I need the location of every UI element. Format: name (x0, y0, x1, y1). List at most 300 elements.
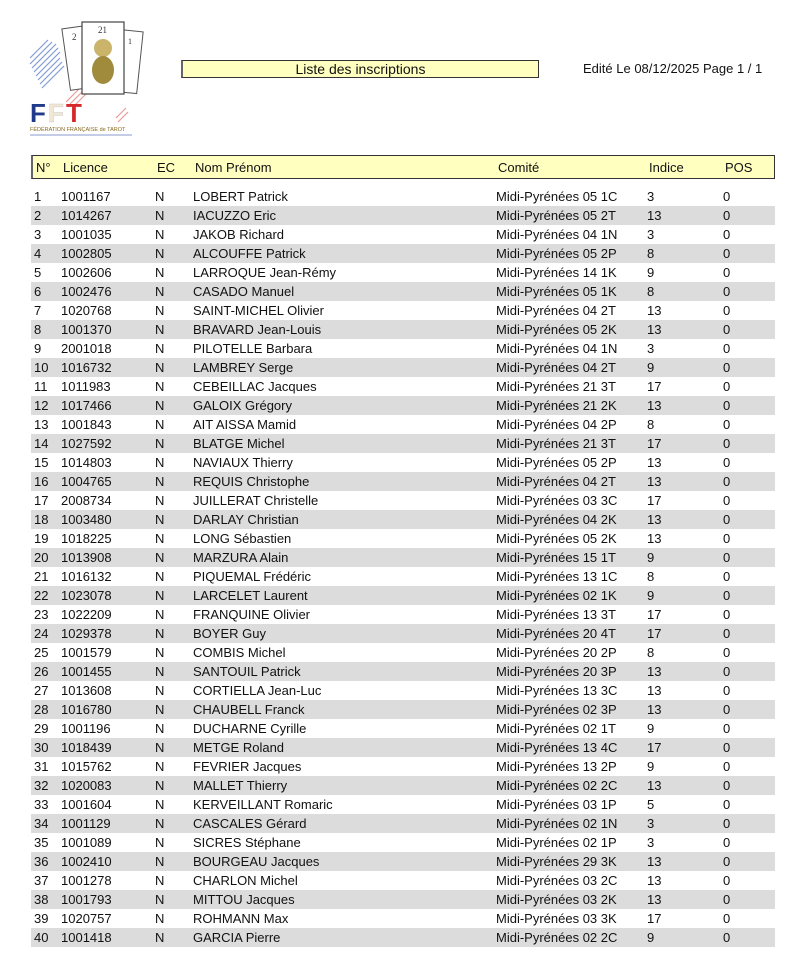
cell-committee: Midi-Pyrénées 04 1N (496, 227, 618, 242)
cell-committee: Midi-Pyrénées 05 1K (496, 284, 617, 299)
cell-pos: 0 (723, 835, 731, 850)
cell-committee: Midi-Pyrénées 02 1K (496, 588, 617, 603)
table-row (31, 795, 775, 814)
cell-committee: Midi-Pyrénées 13 1C (496, 569, 618, 584)
cell-index: 17 (647, 436, 662, 451)
cell-player-name: DARLAY Christian (193, 512, 299, 527)
cell-licence: 1001604 (61, 797, 112, 812)
cell-ec: N (155, 227, 165, 242)
cell-player-name: BOYER Guy (193, 626, 266, 641)
cell-committee: Midi-Pyrénées 20 2P (496, 645, 617, 660)
cell-index: 17 (647, 740, 662, 755)
cell-index: 13 (647, 873, 662, 888)
cell-ec: N (155, 398, 165, 413)
table-row (31, 719, 775, 738)
cell-pos: 0 (723, 284, 731, 299)
table-row (31, 643, 775, 662)
cell-committee: Midi-Pyrénées 02 3P (496, 702, 617, 717)
cell-pos: 0 (723, 816, 731, 831)
cell-pos: 0 (723, 341, 731, 356)
cell-ec: N (155, 835, 165, 850)
cell-licence: 1014267 (61, 208, 112, 223)
table-row (31, 472, 775, 491)
cell-player-name: LARCELET Laurent (193, 588, 308, 603)
cell-licence: 1001418 (61, 930, 112, 945)
cell-row-number: 17 (34, 493, 49, 508)
table-row (31, 320, 775, 339)
table-row (31, 776, 775, 795)
cell-licence: 1002606 (61, 265, 112, 280)
cell-row-number: 16 (34, 474, 49, 489)
cell-pos: 0 (723, 455, 731, 470)
cell-row-number: 9 (34, 341, 42, 356)
cell-player-name: CHAUBELL Franck (193, 702, 305, 717)
cell-committee: Midi-Pyrénées 13 2P (496, 759, 617, 774)
cell-licence: 1014803 (61, 455, 112, 470)
cell-licence: 1002476 (61, 284, 112, 299)
column-header-ec: EC (157, 159, 176, 175)
cell-pos: 0 (723, 227, 731, 242)
svg-text:2: 2 (72, 32, 77, 42)
cell-index: 13 (647, 322, 662, 337)
cell-row-number: 40 (34, 930, 49, 945)
cell-row-number: 13 (34, 417, 49, 432)
cell-pos: 0 (723, 208, 731, 223)
cell-pos: 0 (723, 493, 731, 508)
cell-row-number: 24 (34, 626, 49, 641)
cell-index: 17 (647, 493, 662, 508)
cell-player-name: CORTIELLA Jean-Luc (193, 683, 322, 698)
cell-row-number: 27 (34, 683, 49, 698)
cell-pos: 0 (723, 246, 731, 261)
cell-licence: 1001089 (61, 835, 112, 850)
cell-pos: 0 (723, 854, 731, 869)
cell-player-name: LOBERT Patrick (193, 189, 288, 204)
cell-licence: 1020757 (61, 911, 112, 926)
cell-ec: N (155, 816, 165, 831)
cell-index: 9 (647, 930, 655, 945)
cell-player-name: CASCALES Gérard (193, 816, 307, 831)
cell-committee: Midi-Pyrénées 05 2T (496, 208, 616, 223)
cell-licence: 1001167 (61, 189, 111, 204)
cell-index: 17 (647, 379, 662, 394)
cell-licence: 1016780 (61, 702, 112, 717)
cell-row-number: 39 (34, 911, 49, 926)
cell-committee: Midi-Pyrénées 03 3C (496, 493, 618, 508)
cell-ec: N (155, 892, 165, 907)
cell-row-number: 11 (34, 379, 48, 394)
cell-index: 13 (647, 303, 662, 318)
cell-row-number: 26 (34, 664, 49, 679)
cell-ec: N (155, 512, 165, 527)
cell-player-name: BRAVARD Jean-Louis (193, 322, 322, 337)
cell-row-number: 18 (34, 512, 49, 527)
cell-index: 17 (647, 911, 662, 926)
cell-player-name: GARCIA Pierre (193, 930, 281, 945)
cell-licence: 2008734 (61, 493, 112, 508)
cell-committee: Midi-Pyrénées 13 4C (496, 740, 618, 755)
svg-text:F: F (30, 98, 46, 128)
cell-committee: Midi-Pyrénées 04 2T (496, 360, 616, 375)
cell-player-name: PILOTELLE Barbara (193, 341, 313, 356)
column-header-pos: POS (725, 159, 753, 175)
table-row (31, 187, 775, 206)
table-row (31, 263, 775, 282)
cell-committee: Midi-Pyrénées 03 2K (496, 892, 617, 907)
table-row (31, 453, 775, 472)
cell-ec: N (155, 930, 165, 945)
cell-ec: N (155, 303, 165, 318)
column-header-committee: Comité (498, 159, 540, 175)
table-header (31, 155, 775, 179)
cell-row-number: 29 (34, 721, 49, 736)
cell-licence: 1001035 (61, 227, 112, 242)
cell-ec: N (155, 911, 165, 926)
svg-text:FÉDÉRATION FRANÇAISE de TAROT: FÉDÉRATION FRANÇAISE de TAROT (30, 127, 126, 133)
cell-ec: N (155, 569, 165, 584)
table-row (31, 434, 775, 453)
cell-player-name: MARZURA Alain (193, 550, 289, 565)
cell-licence: 1016132 (61, 569, 112, 584)
cell-row-number: 6 (34, 284, 42, 299)
table-row (31, 548, 775, 567)
cell-row-number: 19 (34, 531, 49, 546)
table-row (31, 757, 775, 776)
cell-row-number: 12 (34, 398, 49, 413)
cell-pos: 0 (723, 360, 731, 375)
fft-logo (26, 18, 146, 138)
cell-committee: Midi-Pyrénées 13 3C (496, 683, 618, 698)
cell-committee: Midi-Pyrénées 05 1C (496, 189, 618, 204)
cell-ec: N (155, 626, 165, 641)
cell-player-name: ROHMANN Max (193, 911, 289, 926)
cell-player-name: KERVEILLANT Romaric (193, 797, 333, 812)
cell-player-name: JAKOB Richard (193, 227, 285, 242)
column-header-number: N° (36, 159, 51, 175)
cell-ec: N (155, 436, 165, 451)
cell-pos: 0 (723, 588, 731, 603)
cell-pos: 0 (723, 607, 731, 622)
cell-index: 13 (647, 208, 662, 223)
cell-row-number: 14 (34, 436, 49, 451)
cell-row-number: 5 (34, 265, 42, 280)
cell-index: 13 (647, 778, 662, 793)
table-row (31, 852, 775, 871)
cell-index: 3 (647, 835, 655, 850)
cell-committee: Midi-Pyrénées 02 1P (496, 835, 617, 850)
cell-row-number: 10 (34, 360, 49, 375)
cell-index: 8 (647, 417, 655, 432)
cell-player-name: CHARLON Michel (193, 873, 298, 888)
cell-licence: 1002410 (61, 854, 112, 869)
cell-licence: 1004765 (61, 474, 112, 489)
cell-row-number: 33 (34, 797, 49, 812)
table-row (31, 301, 775, 320)
cell-player-name: BLATGE Michel (193, 436, 285, 451)
cell-pos: 0 (723, 512, 731, 527)
cell-player-name: LARROQUE Jean-Rémy (193, 265, 337, 280)
svg-text:1: 1 (128, 37, 132, 46)
table-body (31, 187, 775, 947)
table-row (31, 396, 775, 415)
cell-row-number: 28 (34, 702, 49, 717)
cell-index: 13 (647, 474, 662, 489)
cell-index: 13 (647, 683, 662, 698)
table-row (31, 510, 775, 529)
cell-licence: 1023078 (61, 588, 112, 603)
cell-pos: 0 (723, 550, 731, 565)
cell-licence: 1013608 (61, 683, 112, 698)
cell-pos: 0 (723, 664, 731, 679)
cell-player-name: SICRES Stéphane (193, 835, 301, 850)
cell-licence: 1029378 (61, 626, 112, 641)
cell-player-name: MITTOU Jacques (193, 892, 295, 907)
cell-player-name: GALOIX Grégory (193, 398, 292, 413)
cell-player-name: SANTOUIL Patrick (193, 664, 301, 679)
cell-pos: 0 (723, 265, 731, 280)
cell-licence: 1020768 (61, 303, 112, 318)
cell-pos: 0 (723, 930, 731, 945)
cell-ec: N (155, 474, 165, 489)
cell-row-number: 35 (34, 835, 49, 850)
cell-ec: N (155, 360, 165, 375)
table-row (31, 415, 775, 434)
cell-index: 9 (647, 759, 655, 774)
cell-index: 13 (647, 531, 662, 546)
table-row (31, 909, 775, 928)
cell-row-number: 22 (34, 588, 49, 603)
table-row (31, 928, 775, 947)
edit-date-page-info: Edité Le 08/12/2025 Page 1 / 1 (583, 61, 763, 76)
table-row (31, 491, 775, 510)
cell-index: 13 (647, 455, 662, 470)
cell-licence: 1001129 (61, 816, 111, 831)
cell-pos: 0 (723, 417, 731, 432)
cell-committee: Midi-Pyrénées 05 2P (496, 455, 617, 470)
cell-licence: 1003480 (61, 512, 112, 527)
cell-row-number: 30 (34, 740, 49, 755)
cell-committee: Midi-Pyrénées 03 3K (496, 911, 617, 926)
cell-player-name: FEVRIER Jacques (193, 759, 302, 774)
cell-index: 5 (647, 797, 655, 812)
table-row (31, 206, 775, 225)
cell-ec: N (155, 854, 165, 869)
cell-committee: Midi-Pyrénées 04 2K (496, 512, 617, 527)
cell-committee: Midi-Pyrénées 15 1T (496, 550, 616, 565)
cell-committee: Midi-Pyrénées 05 2K (496, 531, 617, 546)
cell-player-name: CEBEILLAC Jacques (193, 379, 317, 394)
cell-row-number: 25 (34, 645, 49, 660)
cell-player-name: SAINT-MICHEL Olivier (193, 303, 324, 318)
cell-index: 13 (647, 892, 662, 907)
cell-pos: 0 (723, 645, 731, 660)
table-row (31, 358, 775, 377)
table-row (31, 890, 775, 909)
cell-row-number: 36 (34, 854, 49, 869)
cell-pos: 0 (723, 303, 731, 318)
cell-pos: 0 (723, 683, 731, 698)
cell-pos: 0 (723, 626, 731, 641)
svg-text:F: F (48, 98, 64, 128)
cell-committee: Midi-Pyrénées 02 1T (496, 721, 616, 736)
cell-row-number: 31 (34, 759, 49, 774)
cell-pos: 0 (723, 873, 731, 888)
cell-pos: 0 (723, 797, 731, 812)
cell-player-name: ALCOUFFE Patrick (193, 246, 306, 261)
cell-ec: N (155, 322, 165, 337)
table-row (31, 586, 775, 605)
cell-row-number: 34 (34, 816, 49, 831)
cell-pos: 0 (723, 189, 731, 204)
cell-licence: 1020083 (61, 778, 112, 793)
cell-licence: 1001196 (61, 721, 111, 736)
cell-pos: 0 (723, 892, 731, 907)
cell-row-number: 20 (34, 550, 49, 565)
cell-committee: Midi-Pyrénées 04 2P (496, 417, 617, 432)
column-header-name: Nom Prénom (195, 159, 272, 175)
cell-ec: N (155, 721, 165, 736)
cell-licence: 1001455 (61, 664, 112, 679)
cell-pos: 0 (723, 911, 731, 926)
cell-licence: 1011983 (61, 379, 111, 394)
cell-licence: 1016732 (61, 360, 112, 375)
cell-index: 13 (647, 854, 662, 869)
cell-committee: Midi-Pyrénées 03 2C (496, 873, 618, 888)
cell-pos: 0 (723, 702, 731, 717)
cell-pos: 0 (723, 721, 731, 736)
cell-row-number: 3 (34, 227, 42, 242)
table-row (31, 339, 775, 358)
table-row (31, 814, 775, 833)
cell-committee: Midi-Pyrénées 21 3T (496, 436, 616, 451)
table-row (31, 738, 775, 757)
cell-committee: Midi-Pyrénées 02 1N (496, 816, 618, 831)
cell-committee: Midi-Pyrénées 02 2C (496, 778, 618, 793)
cell-licence: 1018439 (61, 740, 112, 755)
column-header-licence: Licence (63, 159, 108, 175)
cell-index: 8 (647, 569, 655, 584)
cell-player-name: NAVIAUX Thierry (193, 455, 293, 470)
cell-row-number: 1 (34, 189, 42, 204)
cell-ec: N (155, 379, 165, 394)
cell-pos: 0 (723, 322, 731, 337)
cell-index: 13 (647, 398, 662, 413)
cell-row-number: 23 (34, 607, 49, 622)
cell-licence: 1017466 (61, 398, 112, 413)
page-title: Liste des inscriptions (181, 60, 539, 78)
table-row (31, 282, 775, 301)
table-row (31, 681, 775, 700)
cell-licence: 1022209 (61, 607, 112, 622)
cell-ec: N (155, 493, 165, 508)
tarot-cards-icon (26, 18, 146, 138)
cell-index: 9 (647, 721, 655, 736)
cell-committee: Midi-Pyrénées 04 2T (496, 474, 616, 489)
cell-licence: 1001843 (61, 417, 112, 432)
table-row (31, 605, 775, 624)
cell-ec: N (155, 550, 165, 565)
cell-row-number: 2 (34, 208, 42, 223)
cell-row-number: 38 (34, 892, 49, 907)
cell-index: 9 (647, 360, 655, 375)
cell-committee: Midi-Pyrénées 13 3T (496, 607, 616, 622)
table-row (31, 700, 775, 719)
cell-player-name: REQUIS Christophe (193, 474, 310, 489)
table-row (31, 244, 775, 263)
cell-player-name: JUILLERAT Christelle (193, 493, 319, 508)
cell-ec: N (155, 645, 165, 660)
cell-player-name: FRANQUINE Olivier (193, 607, 311, 622)
svg-text:T: T (66, 98, 82, 128)
cell-licence: 1015762 (61, 759, 112, 774)
cell-ec: N (155, 208, 165, 223)
table-row (31, 871, 775, 890)
registrations-table (31, 155, 775, 947)
cell-licence: 1002805 (61, 246, 112, 261)
cell-ec: N (155, 246, 165, 261)
cell-pos: 0 (723, 531, 731, 546)
cell-pos: 0 (723, 759, 731, 774)
cell-row-number: 4 (34, 246, 42, 261)
cell-committee: Midi-Pyrénées 05 2K (496, 322, 617, 337)
column-header-index: Indice (649, 159, 684, 175)
cell-licence: 2001018 (61, 341, 112, 356)
cell-row-number: 37 (34, 873, 49, 888)
cell-licence: 1001370 (61, 322, 112, 337)
cell-player-name: COMBIS Michel (193, 645, 286, 660)
cell-index: 9 (647, 550, 655, 565)
cell-licence: 1027592 (61, 436, 112, 451)
cell-licence: 1013908 (61, 550, 112, 565)
cell-ec: N (155, 265, 165, 280)
cell-ec: N (155, 588, 165, 603)
cell-committee: Midi-Pyrénées 14 1K (496, 265, 617, 280)
cell-player-name: MALLET Thierry (193, 778, 288, 793)
cell-index: 13 (647, 702, 662, 717)
cell-player-name: LONG Sébastien (193, 531, 292, 546)
cell-licence: 1001579 (61, 645, 112, 660)
cell-ec: N (155, 778, 165, 793)
cell-pos: 0 (723, 398, 731, 413)
cell-licence: 1001793 (61, 892, 112, 907)
cell-committee: Midi-Pyrénées 29 3K (496, 854, 617, 869)
cell-ec: N (155, 531, 165, 546)
table-row (31, 624, 775, 643)
cell-player-name: DUCHARNE Cyrille (193, 721, 307, 736)
table-row (31, 833, 775, 852)
cell-ec: N (155, 189, 165, 204)
cell-index: 8 (647, 284, 655, 299)
table-row (31, 225, 775, 244)
cell-ec: N (155, 740, 165, 755)
cell-committee: Midi-Pyrénées 21 2K (496, 398, 617, 413)
table-row (31, 529, 775, 548)
cell-ec: N (155, 759, 165, 774)
cell-ec: N (155, 683, 165, 698)
cell-index: 8 (647, 645, 655, 660)
cell-ec: N (155, 455, 165, 470)
cell-ec: N (155, 417, 165, 432)
cell-player-name: PIQUEMAL Frédéric (193, 569, 311, 584)
cell-player-name: CASADO Manuel (193, 284, 295, 299)
cell-committee: Midi-Pyrénées 05 2P (496, 246, 617, 261)
svg-text:21: 21 (98, 25, 107, 35)
cell-committee: Midi-Pyrénées 04 2T (496, 303, 616, 318)
cell-index: 9 (647, 588, 655, 603)
cell-ec: N (155, 797, 165, 812)
cell-ec: N (155, 873, 165, 888)
cell-index: 13 (647, 664, 662, 679)
